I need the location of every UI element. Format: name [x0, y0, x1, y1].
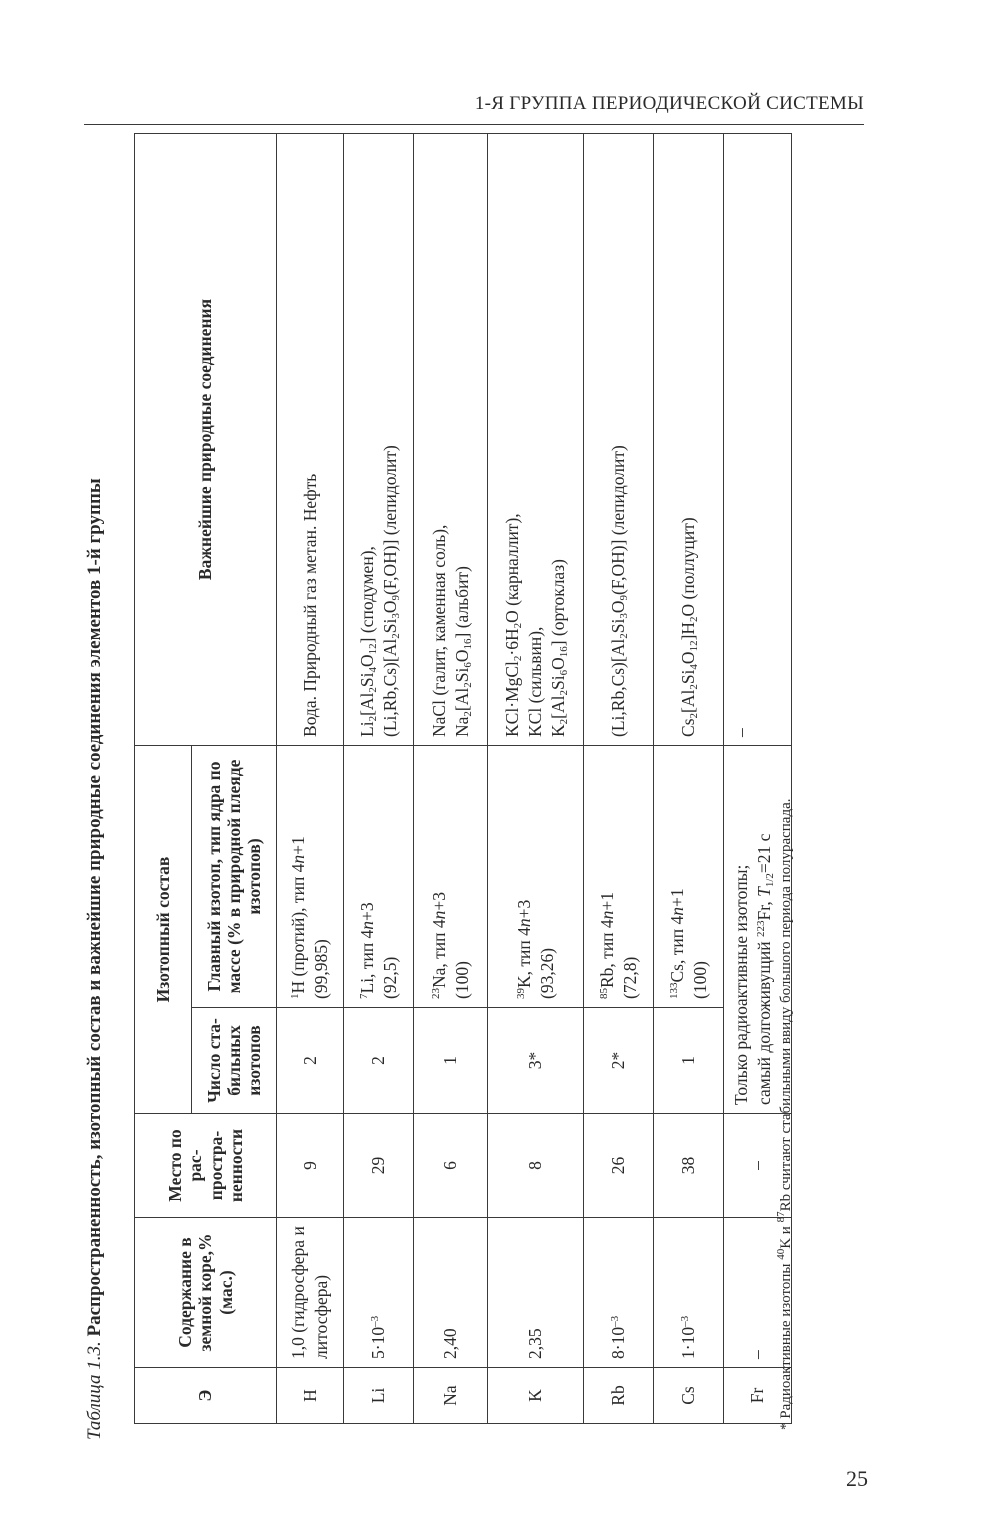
caption-title: Распространенность, изотопный состав и важнейшие природные соединения элементов 1-й группы: [84, 478, 105, 1337]
formula-part: O (карналлит),: [502, 513, 523, 623]
isotope-text: Cs, тип 4: [666, 915, 687, 983]
isotope-text: Li, тип 4: [356, 929, 377, 994]
cell-compounds: Вода. Природный газ метан. Нефть: [277, 133, 344, 745]
cell-element: Li: [344, 1368, 414, 1424]
formula-subscript: 2: [688, 684, 701, 690]
cell-rank: 6: [414, 1114, 488, 1218]
footnote-text: * Радиоактивные изотопы: [778, 1259, 794, 1430]
formula-subscript: 2: [366, 715, 379, 722]
table-row: [488, 133, 584, 1423]
formula-part: Si: [379, 618, 400, 634]
isotope-text: Na, тип 4: [428, 919, 449, 988]
running-head: 1-Я ГРУППА ПЕРИОДИЧЕСКОЙ СИСТЕМЫ: [474, 93, 864, 114]
cell-rank: –: [724, 1114, 792, 1218]
half-life-value: =21 с: [753, 833, 774, 874]
cell-rank: 29: [344, 1114, 414, 1218]
isotope-percent: (100): [689, 961, 710, 999]
cell-compounds: [344, 133, 414, 745]
formula-part: ] (альбит): [451, 566, 472, 639]
formula-part: [Al: [356, 692, 377, 716]
isotope-tail: +3: [428, 891, 449, 911]
isotope-n: n: [288, 854, 309, 864]
cell-content: [654, 1218, 724, 1368]
formula-subscript: 3: [389, 613, 402, 619]
formula-part: O: [608, 600, 629, 614]
cell-content: 2,40: [414, 1218, 488, 1368]
formula-part: (Li,Rb,Cs)[Al: [608, 638, 629, 737]
table-row: [584, 133, 654, 1423]
formula-part: ·6H: [502, 628, 523, 656]
formula-part: Si: [451, 667, 472, 683]
formula-subscript: 9: [389, 595, 402, 601]
content-exponent: –3: [609, 1315, 622, 1327]
cell-rank: 38: [654, 1114, 724, 1218]
formula-part: Cs: [678, 718, 699, 737]
isotope-mass: 39: [514, 988, 527, 999]
formula-part: (F,OH)] (лепидолит): [379, 445, 400, 596]
footnote: [775, 798, 795, 1431]
isotope-percent: (93,26): [536, 947, 557, 999]
formula-part: Li: [356, 721, 377, 737]
cell-stable: 1: [654, 1008, 724, 1114]
formula-subscript: 9: [618, 595, 631, 601]
isotope-n: n: [513, 918, 534, 928]
cell-rank: 26: [584, 1114, 654, 1218]
formula-part: O: [678, 651, 699, 665]
header-isotopic: Изотопный состав: [135, 745, 192, 1113]
formula-subscript: 2: [512, 655, 525, 662]
isotope-n: n: [666, 907, 687, 916]
formula-subscript: 2: [512, 622, 525, 629]
formula-part: (Li,Rb,Cs)[Al: [379, 638, 400, 737]
isotope-tail: +1: [666, 888, 687, 907]
formula-part: [Al: [451, 687, 472, 712]
formula-part: [Al: [547, 695, 568, 719]
table-row: [277, 133, 344, 1423]
cell-stable: 2: [344, 1008, 414, 1114]
cell-isotope: [488, 745, 584, 1007]
cell-rank: 9: [277, 1114, 344, 1218]
footnote-text: Rb считают стабильными ввиду большого периода полураспада.: [778, 798, 794, 1212]
header-compounds: Важнейшие природные соединения: [135, 133, 277, 745]
cell-isotope: [414, 745, 488, 1007]
cell-isotope: [654, 745, 724, 1007]
formula-part: ] (сподумен),: [356, 546, 377, 644]
isotope-mass: 223: [754, 920, 767, 937]
formula-part: ]H: [678, 621, 699, 641]
isotope-percent: (92,5): [379, 956, 400, 999]
abundance-table: [134, 133, 792, 1424]
cell-element: K: [488, 1368, 584, 1424]
table-caption: [84, 478, 106, 1440]
cell-content: 2,35: [488, 1218, 584, 1368]
formula-part: KCl (сильвин),: [525, 626, 546, 737]
formula-part: O: [451, 649, 472, 663]
cell-element: Rb: [584, 1368, 654, 1424]
isotope-percent: (100): [451, 961, 472, 999]
cell-isotope: [277, 745, 344, 1007]
cell-compounds: [584, 133, 654, 745]
isotope-n: n: [596, 910, 617, 920]
formula-part: Si: [547, 675, 568, 691]
isotope-mass: 7: [357, 993, 370, 999]
cell-content: [584, 1218, 654, 1368]
cell-element: Cs: [654, 1368, 724, 1424]
formula-part: Si: [356, 672, 377, 688]
cell-rank: 8: [488, 1114, 584, 1218]
formula-part: ] (ортоклаз): [547, 559, 568, 647]
header-element: Э: [135, 1368, 277, 1424]
formula-subscript: 12: [688, 640, 701, 652]
formula-subscript: 16: [557, 646, 570, 658]
cell-content: [344, 1218, 414, 1368]
formula-subscript: 2: [688, 713, 701, 719]
header-main-isotope: Главный изотоп, тип ядра по массе (% в природной плеяде изотопов): [192, 745, 277, 1007]
formula-subscript: 2: [461, 682, 474, 688]
formula-part: O: [379, 600, 400, 614]
formula-subscript: 3: [618, 613, 631, 619]
formula-part: (F,OH)] (лепидолит): [608, 445, 629, 596]
cell-element: Fr: [724, 1368, 792, 1424]
isotope-mass: 85: [597, 988, 610, 999]
cell-element: Na: [414, 1368, 488, 1424]
formula-subscript: 2: [688, 616, 701, 622]
isotope-text: Rb, тип 4: [596, 919, 617, 988]
cell-compounds: [414, 133, 488, 745]
content-exponent: –3: [679, 1315, 692, 1327]
formula-subscript: 2: [557, 718, 570, 725]
formula-part: O (поллуцит): [678, 517, 699, 617]
formula-subscript: 16: [461, 638, 474, 650]
formula-subscript: 2: [366, 687, 379, 693]
cell-stable: 2: [277, 1008, 344, 1114]
isotope-tail: +1: [288, 836, 309, 855]
content-exponent: –3: [369, 1315, 382, 1327]
formula-part: O: [547, 657, 568, 670]
table-row: [414, 133, 488, 1423]
isotope-n: n: [356, 920, 377, 930]
cell-stable: 1: [414, 1008, 488, 1114]
formula-subscript: 12: [366, 643, 379, 655]
cell-element: H: [277, 1368, 344, 1424]
formula-part: NaCl (галит, каменная соль),: [428, 524, 449, 737]
cell-isotope: [344, 745, 414, 1007]
formula-subscript: 4: [366, 666, 379, 673]
cell-compounds: –: [724, 133, 792, 745]
isotope-n: n: [428, 910, 449, 920]
header-rank: Место по рас- простра- ненности: [135, 1114, 277, 1218]
formula-subscript: 2: [461, 711, 474, 717]
content-base: 8·10: [608, 1326, 629, 1359]
formula-part: K: [547, 724, 568, 737]
cell-content: –: [724, 1218, 792, 1368]
cell-content: 1,0 (гидросфера и литосфера): [277, 1218, 344, 1368]
cell-stable: 3*: [488, 1008, 584, 1114]
formula-subscript: 4: [688, 664, 701, 670]
page-number: 25: [846, 1466, 868, 1491]
isotope-percent: (72,8): [619, 956, 640, 999]
formula-subscript: 2: [557, 690, 570, 696]
footnote-mass: 40: [775, 1248, 787, 1260]
isotope-mass: 133: [667, 982, 680, 999]
formula-subscript: 2: [618, 633, 631, 639]
formula-subscript: 6: [461, 662, 474, 668]
isotope-text: K, тип 4: [513, 927, 534, 988]
isotope-tail: +1: [596, 891, 617, 911]
isotope-percent: (99,985): [311, 939, 331, 999]
footnote-text: K и: [778, 1222, 794, 1249]
isotope-line: Только радиоактивные изотопы;: [731, 864, 751, 1105]
header-stable-count: Число ста- бильных изотопов: [192, 1008, 277, 1114]
formula-subscript: 2: [389, 633, 402, 639]
isotope-tail: +3: [356, 902, 377, 921]
formula-part: [Al: [678, 689, 699, 713]
isotope-tail: +3: [513, 899, 534, 919]
isotope-mass: 1: [289, 993, 302, 999]
formula-part: Na: [451, 716, 472, 737]
formula-part: Si: [608, 618, 629, 634]
formula-part: Si: [678, 669, 699, 685]
cell-isotope: [584, 745, 654, 1007]
cell-compounds: [488, 133, 584, 745]
half-life-symbol: T: [753, 887, 774, 897]
isotope-line: самый долгоживущий: [753, 937, 774, 1105]
table-row: [654, 133, 724, 1423]
table-row: [344, 133, 414, 1423]
formula-subscript: 6: [557, 669, 570, 676]
isotope-text: Fr,: [753, 896, 774, 921]
cell-stable: 2*: [584, 1008, 654, 1114]
formula-part: O: [356, 654, 377, 667]
header-content: Содержание в земной коре,% (мас.): [135, 1218, 277, 1368]
rotated-table-block: [80, 120, 808, 1450]
content-base: 5·10: [368, 1326, 389, 1359]
isotope-text: H (протий), тип 4: [288, 863, 309, 994]
caption-label: Таблица 1.3.: [84, 1341, 105, 1440]
footnote-mass: 87: [775, 1211, 787, 1223]
isotope-mass: 23: [429, 988, 442, 999]
cell-compounds: [654, 133, 724, 745]
half-life-subscript: 1/2: [763, 873, 776, 888]
formula-part: KCl·MgCl: [502, 661, 523, 737]
content-base: 1·10: [678, 1326, 699, 1359]
